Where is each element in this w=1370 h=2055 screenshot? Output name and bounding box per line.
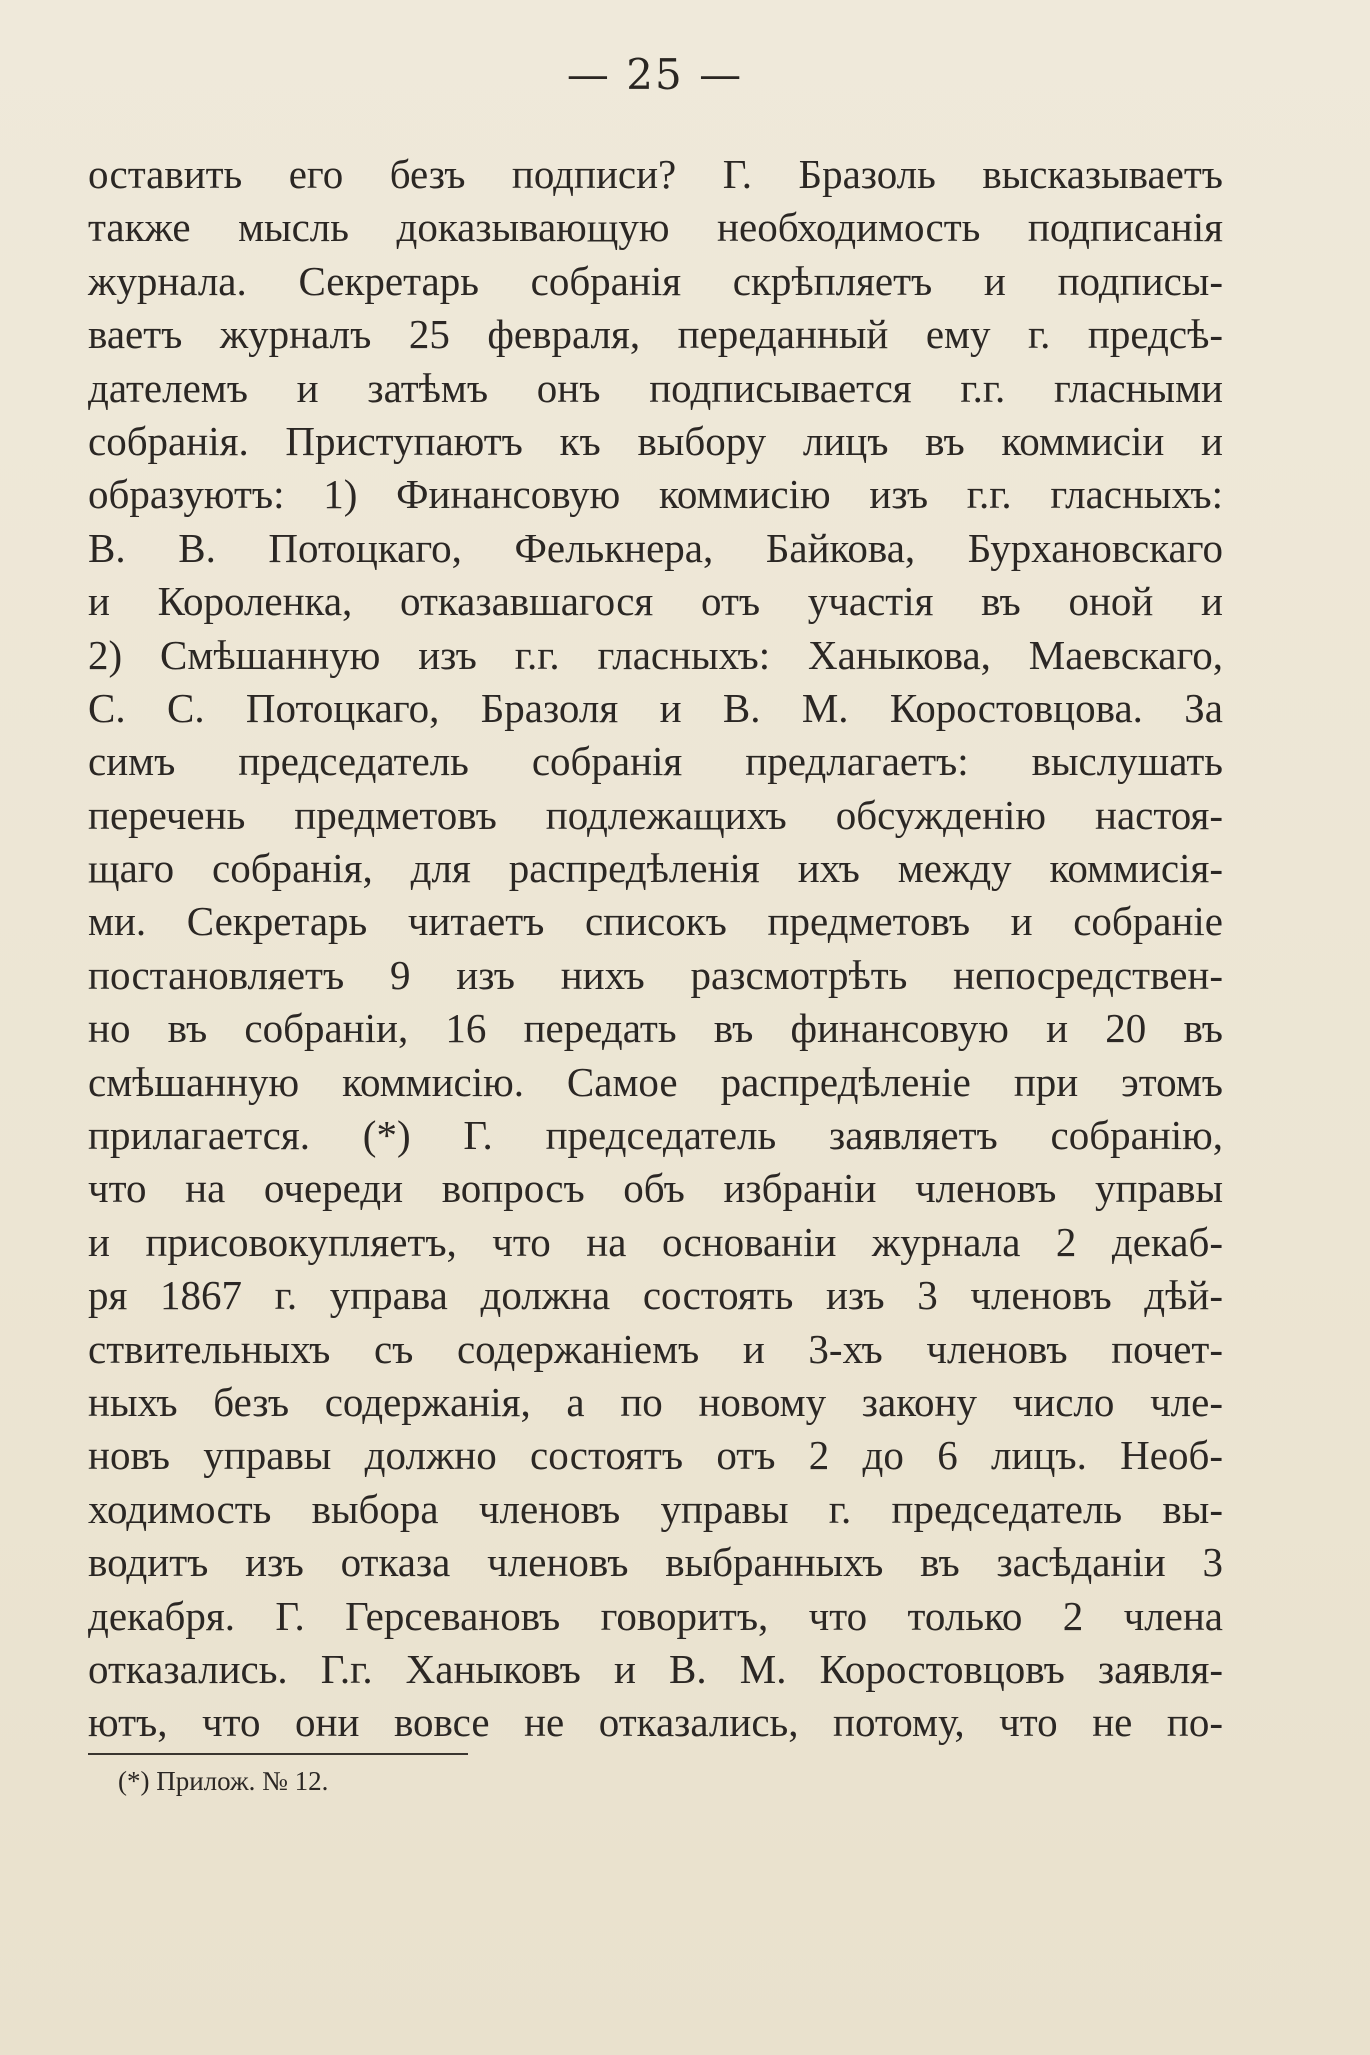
text-line: что на очереди вопросъ объ избраніи членовъ управы <box>88 1165 1223 1212</box>
text-line: смѣшанную коммисію. Самое распредѣленіе при этомъ <box>88 1058 1223 1105</box>
text-line: отказались. Г.г. Ханыковъ и В. М. Коростовцовъ заявля- <box>88 1645 1223 1692</box>
text-line: журнала. Секретарь собранія скрѣпляетъ и подписы- <box>88 257 1223 304</box>
text-line: и Короленка, отказавшагося отъ участія въ оной и <box>88 578 1223 625</box>
text-line: щаго собранія, для распредѣленія ихъ между коммисія- <box>88 845 1223 892</box>
text-line: но въ собраніи, 16 передать въ финансовую и 20 въ <box>88 1005 1223 1052</box>
text-line: и присовокупляетъ, что на основаніи журнала 2 декаб- <box>88 1218 1223 1265</box>
text-line: оставить его безъ подписи? Г. Бразоль высказываетъ <box>88 151 1223 197</box>
text-line: водитъ изъ отказа членовъ выбранныхъ въ засѣданіи 3 <box>88 1539 1223 1586</box>
text-line: ря 1867 г. управа должна состоять изъ 3 членовъ дѣй- <box>88 1272 1223 1319</box>
text-line: также мысль доказывающую необходимость подписанія <box>88 204 1223 251</box>
text-line: С. С. Потоцкаго, Бразоля и В. М. Коростовцова. За <box>88 684 1223 731</box>
text-line: В. В. Потоцкаго, Фелькнера, Байкова, Бурхановскаго <box>88 524 1223 571</box>
text-line: образуютъ: 1) Финансовую коммисію изъ г.г. гласныхъ: <box>88 471 1223 518</box>
text-line: ютъ, что они вовсе не отказались, потому, что не по- <box>88 1699 1223 1746</box>
text-line: 2) Смѣшанную изъ г.г. гласныхъ: Ханыкова, Маевскаго, <box>88 631 1223 678</box>
text-line: собранія. Приступаютъ къ выбору лицъ въ коммисіи и <box>88 417 1223 464</box>
text-line: перечень предметовъ подлежащихъ обсужденію настоя- <box>88 791 1223 838</box>
text-line: ныхъ безъ содержанія, а по новому закону число чле- <box>88 1378 1223 1425</box>
text-line: дателемъ и затѣмъ онъ подписывается г.г. гласными <box>88 364 1223 411</box>
text-line: ми. Секретарь читаетъ списокъ предметовъ и собраніе <box>88 898 1223 945</box>
text-line: ходимость выбора членовъ управы г. председатель вы- <box>88 1485 1223 1532</box>
text-line: декабря. Г. Герсевановъ говоритъ, что только 2 члена <box>88 1592 1223 1639</box>
text-line: ваетъ журналъ 25 февраля, переданный ему г. предсѣ- <box>88 311 1223 358</box>
text-line: прилагается. (*) Г. председатель заявляетъ собранію, <box>88 1112 1223 1159</box>
text-line: постановляетъ 9 изъ нихъ разсмотрѣть непосредствен- <box>88 951 1223 998</box>
page-number: — 25 — <box>566 50 744 99</box>
text-line: новъ управы должно состоятъ отъ 2 до 6 лицъ. Необ- <box>88 1432 1223 1479</box>
text-line: симъ председатель собранія предлагаетъ: выслушать <box>88 738 1223 785</box>
body-text <box>88 148 1223 1750</box>
text-line: ствительныхъ съ содержаніемъ и 3-хъ членовъ почет- <box>88 1325 1223 1372</box>
footnote-divider <box>88 1753 468 1755</box>
footnote: (*) Прилож. № 12. <box>118 1766 329 1796</box>
